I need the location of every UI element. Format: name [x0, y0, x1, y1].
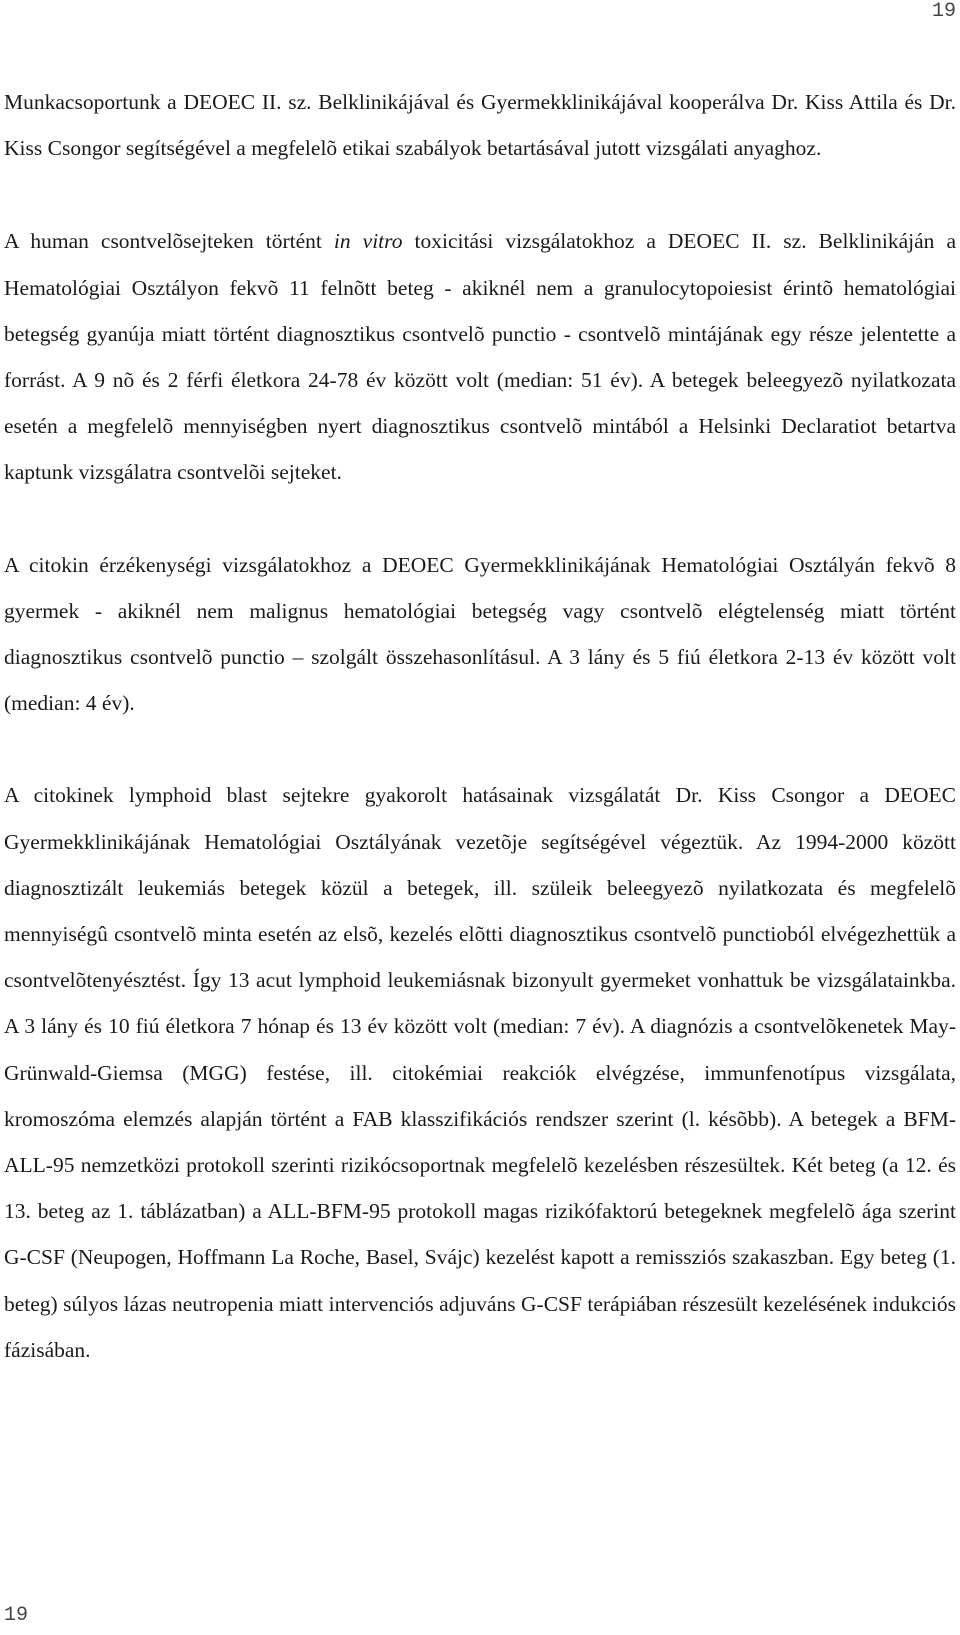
document-body	[4, 79, 956, 1373]
paragraph-cooperation: Munkacsoportunk a DEOEC II. sz. Belklinikájával és Gyermekklinikájával kooperálva Dr. Kiss Attila és Dr. Kiss Csongor segítségével a megfelelõ etikai szabályok betartásával jutott vizsgálati anyaghoz.	[4, 90, 956, 161]
paragraph-lymphoid-blast: A citokinek lymphoid blast sejtekre gyakorolt hatásainak vizsgálatát Dr. Kiss Csongor a DEOEC Gyermekklinikájának Hematológiai Osztályának vezetõje segítségével végeztük. Az 1994-2000 között diagnosztizált leukemiás betegek közül a betegek, ill. szüleik beleegyezõ nyilatkozata és megfelelõ mennyiségû csontvelõ minta esetén az elsõ, kezelés elõtti diagnosztikus csontvelõ punctioból elvégezhettük a csontvelõtenyésztést. Így 13 acut lymphoid leukemiásnak bizonyult gyermeket vonhattuk be vizsgálatainkba. A 3 lány és 10 fiú életkora 7 hónap és 13 év között volt (median: 7 év). A diagnózis a csontvelõkenetek May-Grünwald-Giemsa (MGG) festése, ill. citokémiai reakciók elvégzése, immunfenotípus vizsgálata, kromoszóma elemzés alapján történt a FAB klasszifikációs rendszer szerint (l. késõbb). A betegek a BFM-ALL-95 nemzetközi protokoll szerinti rizikócsoportnak megfelelõ kezelésben részesültek. Két beteg (a 12. és 13. beteg az 1. táblázatban) a ALL-BFM-95 protokoll magas rizikófaktorú betegeknek megfelelõ ága szerint G-CSF (Neupogen, Hoffmann La Roche, Basel, Svájc) kezelést kapott a remissziós szakaszban. Egy beteg (1. beteg) súlyos lázas neutropenia miatt intervenciós adjuváns G-CSF terápiában részesült kezelésének indukciós fázisában.	[4, 783, 956, 1362]
paragraph-toxicity-text-after: toxicitási vizsgálatokhoz a DEOEC II. sz. Belklinikáján a Hematológiai Osztályon fekvõ 11 felnõtt beteg - akiknél nem a granulocytopoiesist érintõ hematológiai betegség gyanúja miatt történt diagnosztikus csontvelõ punctio - csontvelõ mintájának egy része jelentette a forrást. A 9 nõ és 2 férfi életkora 24-78 év között volt (median: 51 év). A betegek beleegyezõ nyilatkozata esetén a megfelelõ mennyiségben nyert diagnosztikus csontvelõ mintából a Helsinki Declaratiot betartva kaptunk vizsgálatra csontvelõi sejteket.	[4, 229, 956, 485]
paragraph-cytokine-sensitivity: A citokin érzékenységi vizsgálatokhoz a DEOEC Gyermekklinikájának Hematológiai Osztályán fekvõ 8 gyermek - akiknél nem malignus hematológiai betegség vagy csontvelõ elégtelenség miatt történt diagnosztikus csontvelõ punctio – szolgált összehasonlításul. A 3 lány és 5 fiú életkora 2-13 év között volt (median: 4 év).	[4, 552, 956, 716]
paragraph-toxicity-text-before: A human csontvelõsejteken történt	[4, 229, 334, 254]
paragraph-toxicity-italic: in vitro	[333, 229, 403, 254]
paragraph-toxicity-studies	[4, 218, 956, 495]
page-number-top: 19	[931, 0, 956, 23]
page-number-bottom: 19	[4, 1604, 29, 1627]
